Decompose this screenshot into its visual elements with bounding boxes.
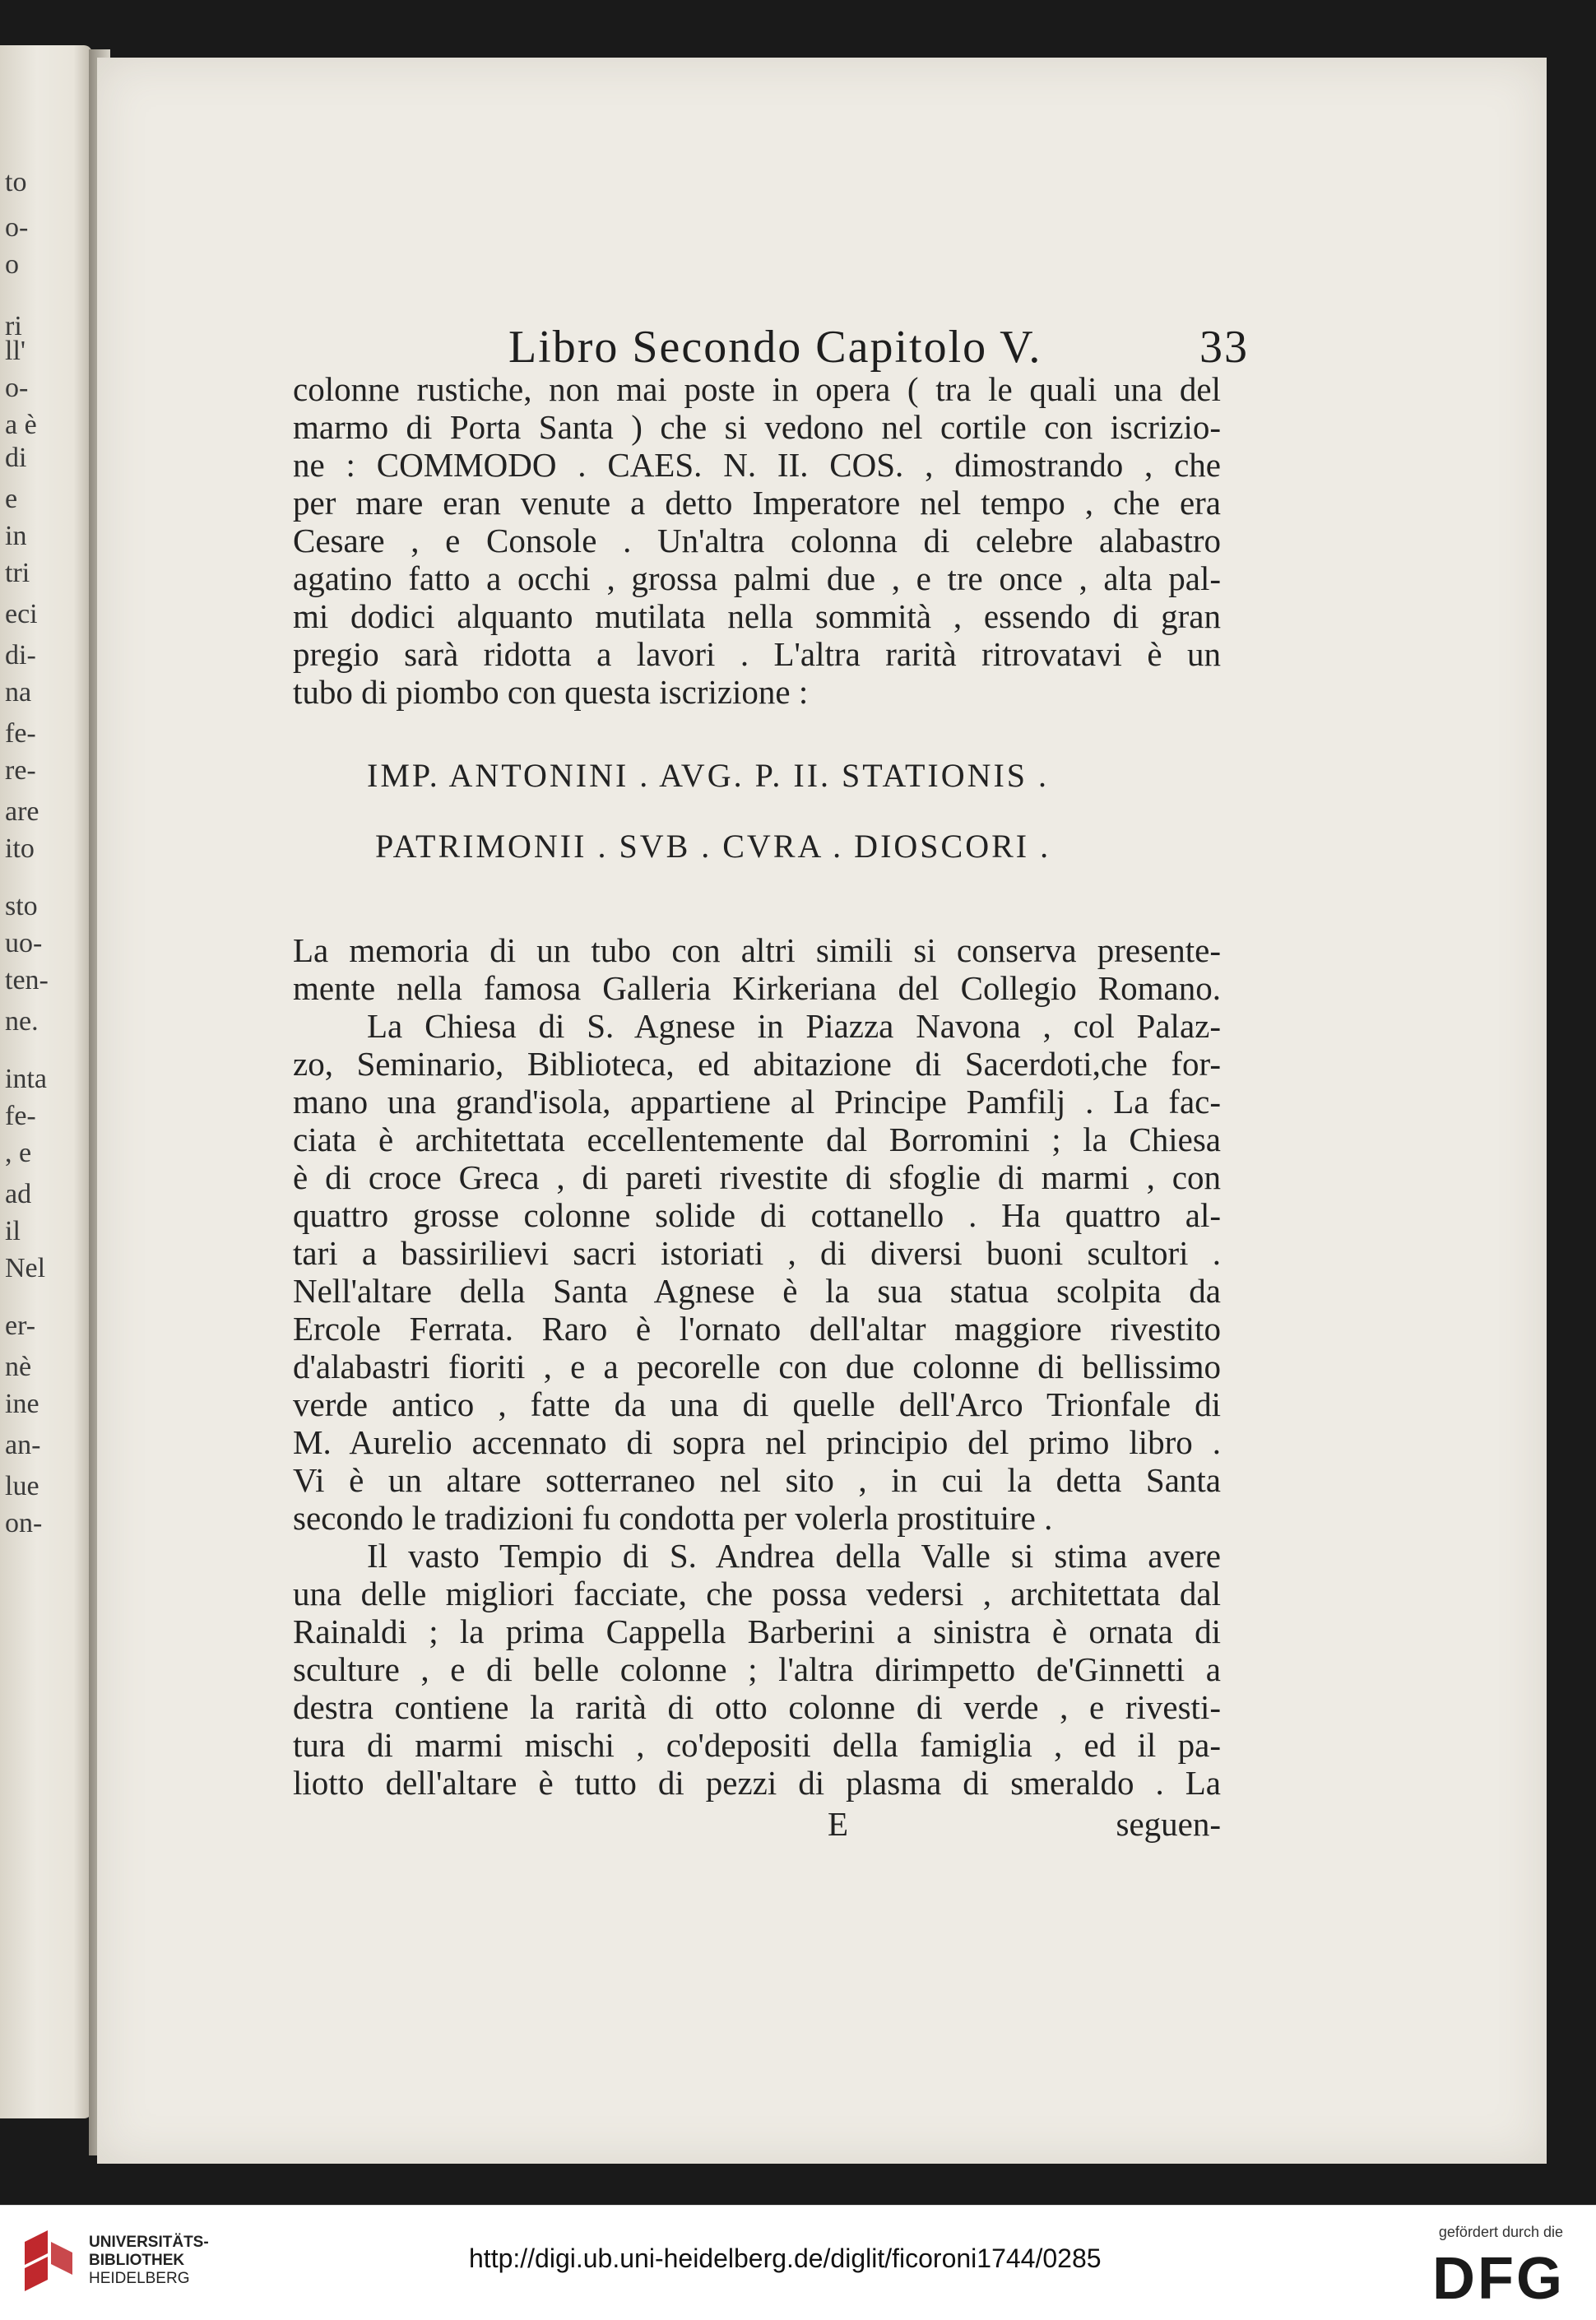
page-body <box>293 370 1221 1843</box>
left-page-text-fragment: ad <box>5 1179 32 1209</box>
left-page-text-fragment: , e <box>5 1138 32 1168</box>
library-name <box>89 2234 209 2288</box>
text-line: Vi è un altare sotterraneo nel sito , in cui la detta Santa <box>293 1461 1221 1499</box>
left-page-text-fragment: fe- <box>5 718 36 749</box>
text-line: Rainaldi ; la prima Cappella Barberini a sinistra è ornata di <box>293 1612 1221 1650</box>
left-page-text-fragment: an- <box>5 1430 41 1460</box>
text-line: liotto dell'altare è tutto di pezzi di plasma di smeraldo . La <box>293 1764 1221 1802</box>
left-page-text-fragment: fe- <box>5 1101 36 1131</box>
text-line: d'alabastri fioriti , e a pecorelle con due colonne di bellissimo <box>293 1348 1221 1385</box>
gathering-signature: E <box>828 1805 849 1843</box>
left-page-text-fragment: il <box>5 1216 21 1246</box>
text-line: colonne rustiche, non mai poste in opera ( tra le quali una del <box>293 370 1221 408</box>
text-line: tari a bassirilievi sacri istoriati , di diversi buoni scultori . <box>293 1234 1221 1272</box>
text-line: Ercole Ferrata. Raro è l'ornato dell'altar maggiore rivestito <box>293 1310 1221 1348</box>
left-page-text-fragment: o <box>5 249 19 280</box>
library-name-line-2: BIBLIOTHEK <box>89 2252 185 2269</box>
left-page-text-fragment: ten- <box>5 965 49 995</box>
left-page-text-fragment: o- <box>5 212 29 243</box>
text-line: mano una grand'isola, appartiene al Principe Pamfilj . La fac- <box>293 1083 1221 1121</box>
text-line: per mare eran venute a detto Imperatore nel tempo , che era <box>293 484 1221 522</box>
text-line: sculture , e di belle colonne ; l'altra dirimpetto de'Ginnetti a <box>293 1650 1221 1688</box>
left-page-text-fragment: Nel <box>5 1253 46 1283</box>
funding-note: gefördert durch die <box>1438 2224 1563 2240</box>
left-page-text-fragment: er- <box>5 1311 36 1341</box>
running-title: Libro Secondo Capitolo V. <box>508 322 1042 373</box>
text-line: pregio sarà ridotta a lavori . L'altra rarità ritrovatavi è un <box>293 635 1221 673</box>
university-library-logo-icon <box>18 2225 79 2299</box>
left-page-text-fragment: tri <box>5 558 30 588</box>
left-page-text-fragment: ine <box>5 1389 39 1419</box>
text-line: La memoria di un tubo con altri simili si conserva presente- <box>293 931 1221 969</box>
text-line: zo, Seminario, Biblioteca, ed abitazione di Sacerdoti,che for- <box>293 1045 1221 1083</box>
text-line: secondo le tradizioni fu condotta per volerla prostituire . <box>293 1499 1053 1537</box>
text-line: verde antico , fatte da una di quelle dell'Arco Trionfale di <box>293 1385 1221 1423</box>
left-page-text-fragment: di <box>5 443 27 473</box>
right-page <box>97 58 1547 2164</box>
text-line: quattro grosse colonne solide di cottanello . Ha quattro al- <box>293 1196 1221 1234</box>
text-line: ciata è architettata eccellentemente dal Borromini ; la Chiesa <box>293 1121 1221 1158</box>
left-page-text-fragment: in <box>5 521 27 551</box>
inscription-line: PATRIMONII . SVB . CVRA . DIOSCORI . <box>375 828 1051 865</box>
text-line: ne : COMMODO . CAES. N. II. COS. , dimostrando , che <box>293 446 1221 484</box>
library-name-line-1: UNIVERSITÄTS- <box>89 2234 209 2251</box>
permalink-url[interactable]: http://digi.ub.uni-heidelberg.de/diglit/ficoroni1744/0285 <box>469 2243 1102 2273</box>
running-header <box>508 321 1249 374</box>
text-line: mi dodici alquanto mutilata nella sommità , essendo di gran <box>293 597 1221 635</box>
left-page-text-fragment: ito <box>5 833 35 864</box>
left-page-text-fragment: ri <box>5 311 22 341</box>
left-page-text-fragment: sto <box>5 891 38 921</box>
text-line: Il vasto Tempio di S. Andrea della Valle si stima avere <box>367 1537 1221 1575</box>
page-number: 33 <box>1199 322 1249 373</box>
inscription-line: IMP. ANTONINI . AVG. P. II. STATIONIS . <box>367 757 1050 794</box>
text-line: è di croce Greca , di pareti rivestite di sfoglie di marmi , con <box>293 1158 1221 1196</box>
library-name-line-3: HEIDELBERG <box>89 2270 190 2287</box>
dfg-logo: DFG <box>1432 2246 1565 2312</box>
text-line: marmo di Porta Santa ) che si vedono nel cortile con iscrizio- <box>293 408 1221 446</box>
text-line: destra contiene la rarità di otto colonne di verde , e rivesti- <box>293 1688 1221 1726</box>
left-page-text-fragment: nè <box>5 1352 32 1382</box>
left-page-text-fragment: are <box>5 796 39 827</box>
text-line: Nell'altare della Santa Agnese è la sua statua scolpita da <box>293 1272 1221 1310</box>
left-page-text-fragment: uo- <box>5 928 43 958</box>
left-page-text-fragment: o- <box>5 373 29 403</box>
left-page-text-fragment: on- <box>5 1508 43 1538</box>
left-page-text-fragment: e <box>5 484 18 514</box>
text-line: una delle migliori facciate, che possa vedersi , architettata dal <box>293 1575 1221 1612</box>
left-page-text-fragment: a è <box>5 410 37 440</box>
text-line: La Chiesa di S. Agnese in Piazza Navona , col Palaz- <box>367 1007 1221 1045</box>
left-page-text-fragment: ll' <box>5 336 26 366</box>
text-line: Cesare , e Console . Un'altra colonna di celebre alabastro <box>293 522 1221 559</box>
text-line: agatino fatto a occhi , grossa palmi due , e tre once , alta pal- <box>293 559 1221 597</box>
left-page-text-fragment: to <box>5 167 27 197</box>
text-line: tura di marmi mischi , co'depositi della famiglia , ed il pa- <box>293 1726 1221 1764</box>
text-line: tubo di piombo con questa iscrizione : <box>293 673 809 711</box>
text-line: mente nella famosa Galleria Kirkeriana del Collegio Romano. <box>293 969 1221 1007</box>
left-page-text-fragment: inta <box>5 1064 47 1094</box>
left-page-text-fragment: re- <box>5 755 36 786</box>
signature-line <box>293 1805 1221 1843</box>
catchword: seguen- <box>1116 1805 1221 1843</box>
left-page-text-fragment: eci <box>5 599 38 629</box>
left-page-text-fragment: ne. <box>5 1006 39 1037</box>
left-page-text-fragment: lue <box>5 1471 39 1501</box>
left-page-text-fragment: na <box>5 677 32 708</box>
text-line: M. Aurelio accennato di sopra nel principio del primo libro . <box>293 1423 1221 1461</box>
left-page-edge <box>0 45 92 2118</box>
left-page-text-fragment: di- <box>5 640 36 670</box>
viewer-footer <box>0 2205 1596 2320</box>
